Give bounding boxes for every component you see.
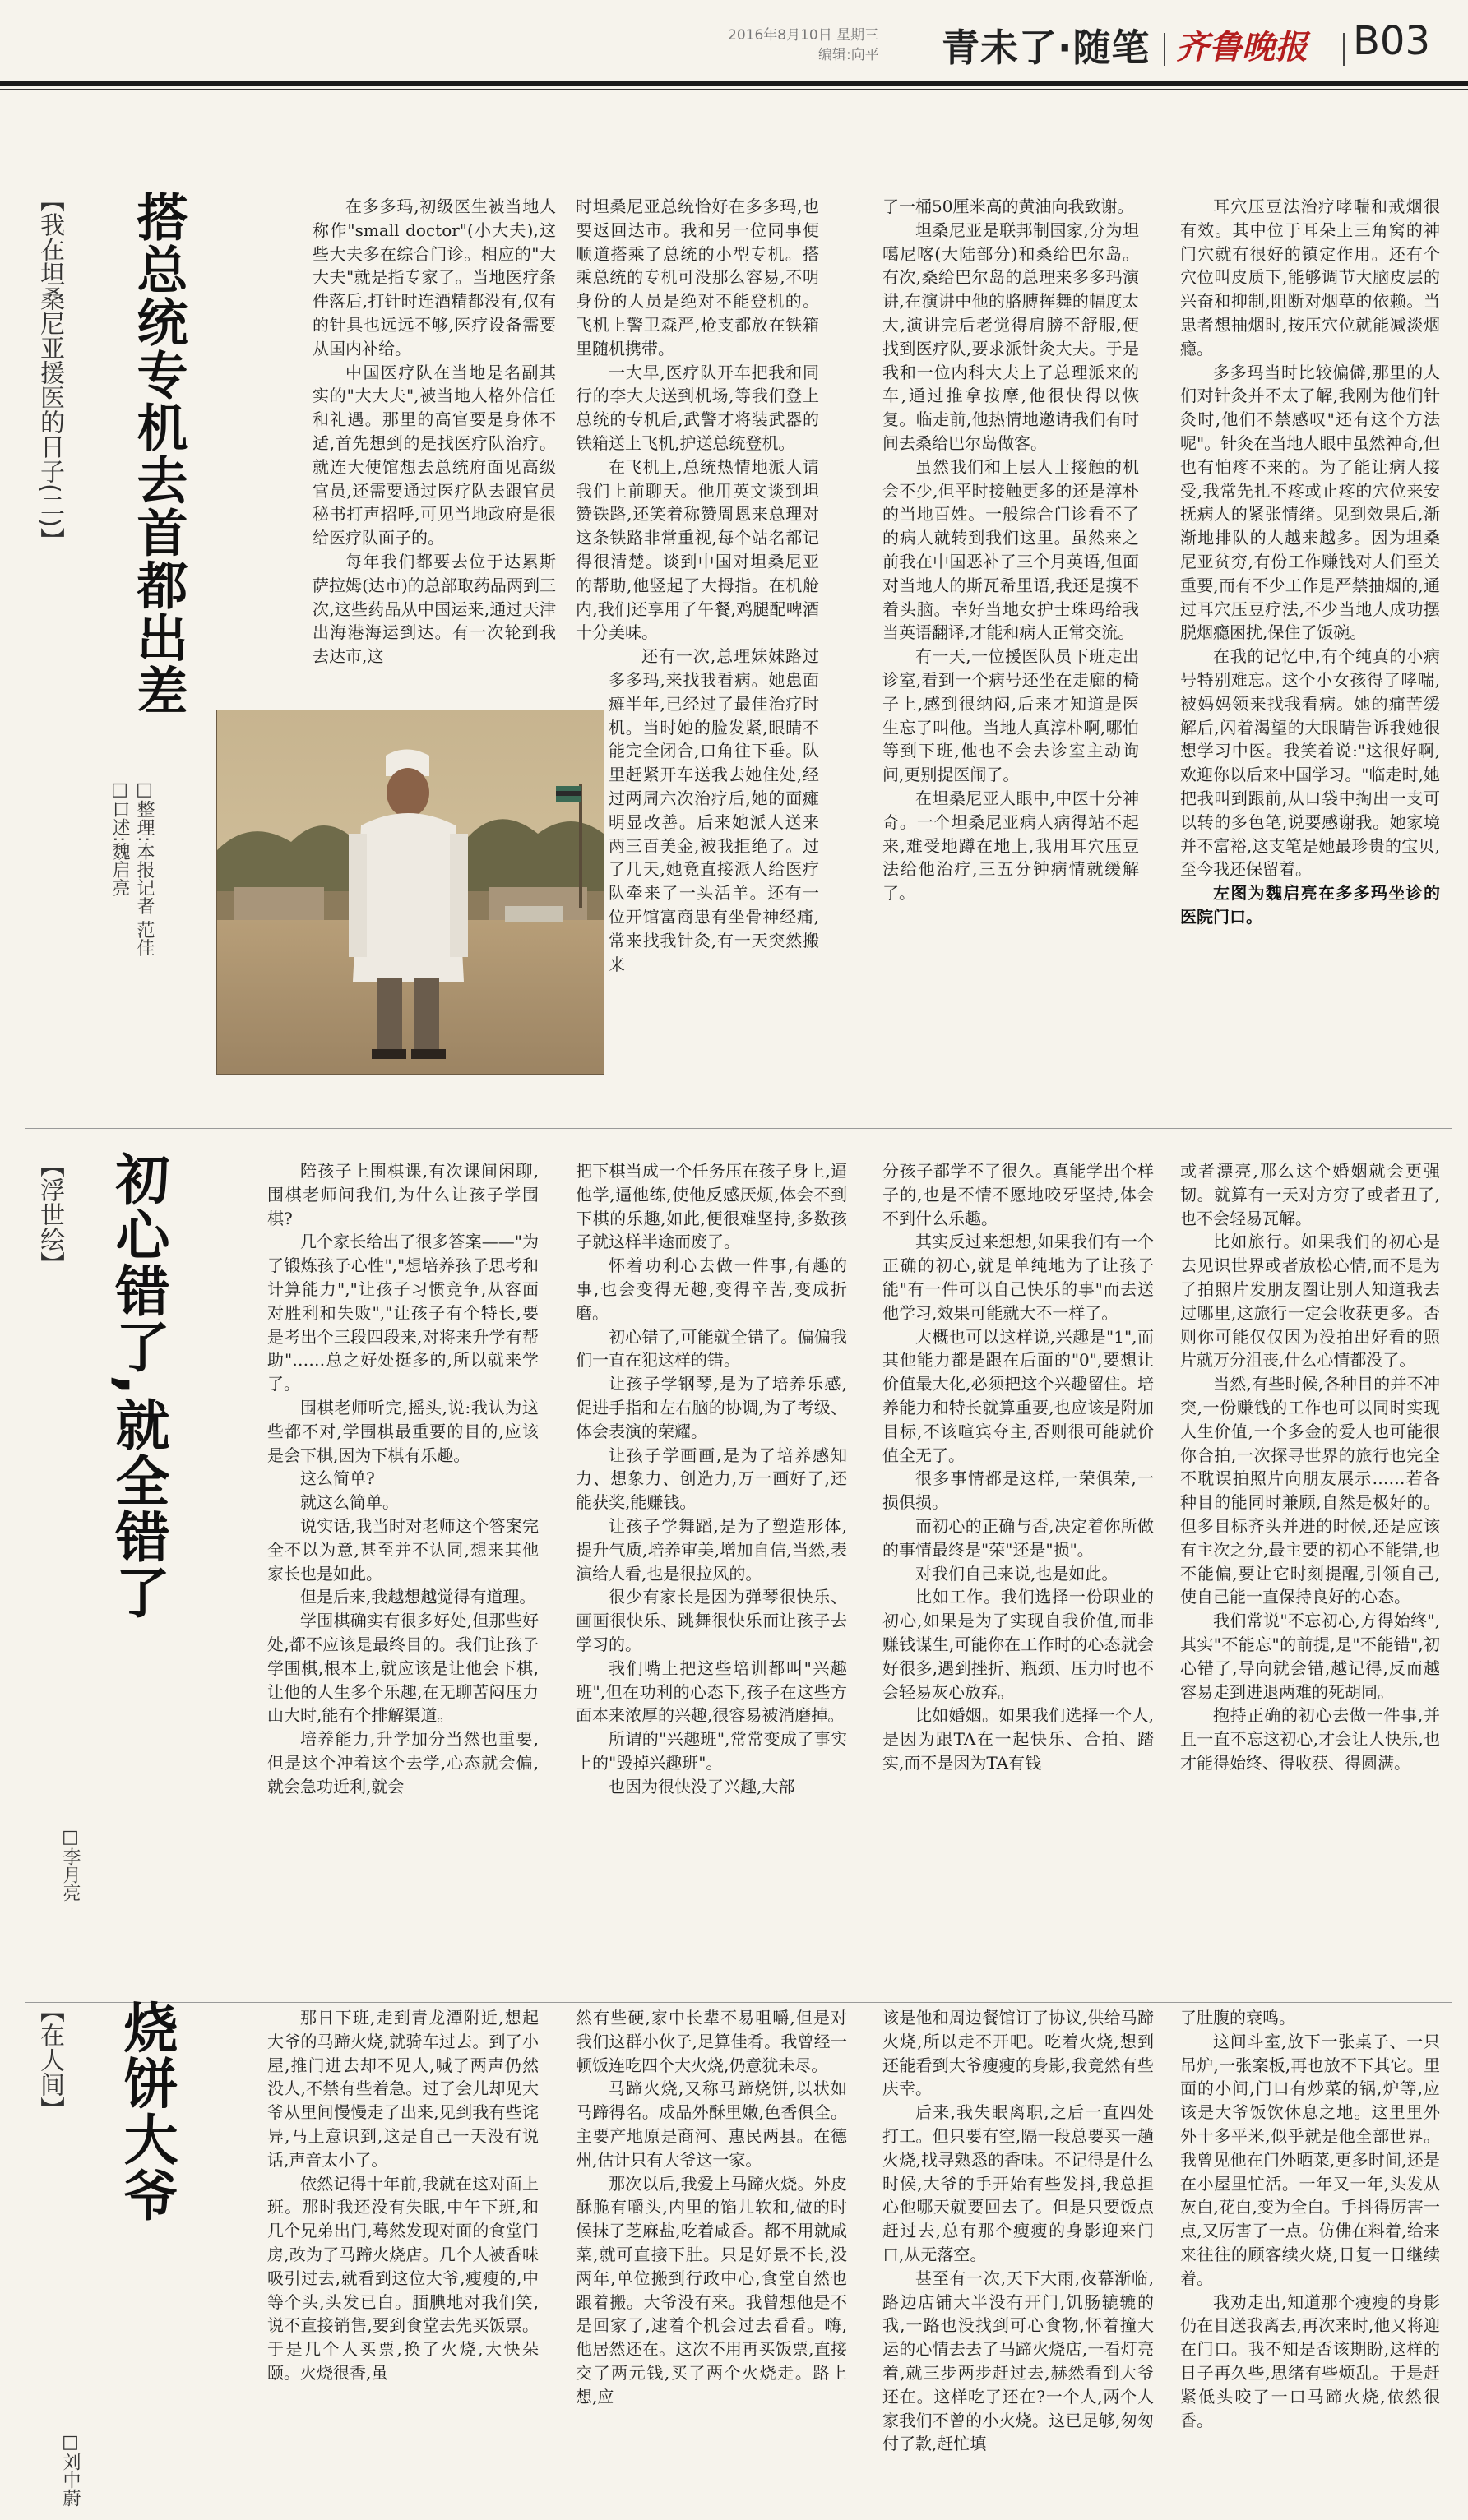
paragraph: 对我们自己来说,也是如此。 <box>915 1563 1118 1584</box>
article-3-column-4 <box>1180 2006 1440 2499</box>
article-1-column-3 <box>882 195 1139 1089</box>
paragraph: 我们常说"不忘初心,方得始终",其实"不能忘"的前提,是"不能错",初心错了,导向就会错,越记得,反而越容易走到进退两难的死胡同。 <box>1180 1611 1440 1702</box>
article-1-title: 搭总统专机去首都出差 <box>128 191 188 717</box>
paragraph: 了肚腹的衰鸣。 <box>1180 2008 1295 2028</box>
paragraph: 陪孩子上围棋课,有次课间闲聊,围棋老师问我们,为什么让孩子学围棋? <box>267 1161 539 1228</box>
article-3-column-3 <box>882 2006 1154 2499</box>
section-divider <box>25 2002 1452 2003</box>
paragraph: 比如工作。我们选择一份职业的初心,如果是为了实现自我价值,而非赚钱谋生,可能你在工作时的心态就会好很多,遇到挫折、瓶颈、压力时也不会轻易灰心放弃。 <box>882 1587 1154 1702</box>
paragraph: 这间斗室,放下一张桌子、一只吊炉,一张案板,再也放不下其它。里面的小间,门口有炒菜的锅,炉等,应该是大爷饭饮休息之地。这里里外外十多平米,似乎就是他全部世界。我曾见他在门外晒菜,更多时间,还是在小屋里忙活。一年又一年,头发从灰白,花白,变为全白。手抖得厉害一点,又厉害了一点。仿佛在料着,给来来往往的顾客续火烧,日复一日继续着。 <box>1180 2031 1440 2288</box>
article-3-byline: □刘中蔚 <box>60 2432 81 2507</box>
paragraph: 也因为很快没了兴趣,大部 <box>609 1776 795 1796</box>
paragraph: 还有一次,总理妹妹路过多多玛,来找我看病。她患面瘫半年,已经过了最佳治疗时机。当时她的脸发紧,眼睛不能完全闭合,口角往下垂。队里赶紧开车送我去她住处,经过两周六次治疗后,她的面瘫明显改善。后来她派人送来两三百美金,被我拒绝了。过了几天,她竟直接派人给医疗队牵来了一头活羊。还有一位开馆富商患有坐骨神经痛,常来找我针灸,有一天突然搬来 <box>609 646 819 974</box>
paragraph: 一大早,医疗队开车把我和同行的李大夫送到机场,等我们登上总统的专机后,武警才将装武器的铁箱送上飞机,护送总统登机。 <box>576 362 819 453</box>
article-3-column-2 <box>576 2006 847 2499</box>
paragraph: 抱持正确的初心去做一件事,并且一直不忘这初心,才会让人快乐,也才能得始终、得收获、得圆满。 <box>1180 1705 1440 1773</box>
issue-date: 2016年8月10日 星期三 <box>728 27 879 44</box>
paragraph: 在飞机上,总统热情地派人请我们上前聊天。他用英文谈到坦赞铁路,还笑着称赞周恩来总理对这条铁路非常重视,每个站名都记得很清楚。谈到中国对坦桑尼亚的帮助,他竖起了大拇指。在机舱内,我们还享用了午餐,鸡腿配啤酒十分美味。 <box>576 456 819 643</box>
paragraph: 了一桶50厘米高的黄油向我致谢。 <box>882 197 1134 216</box>
section-title: 青未了·随笔 <box>942 25 1151 70</box>
paragraph: 怀着功利心去做一件事,有趣的事,也会变得无趣,变得辛苦,变成折磨。 <box>576 1255 847 1323</box>
paragraph: 时坦桑尼亚总统恰好在多多玛,也要返回达市。我和另一位同事便顺道搭乘了总统的小型专机。搭乘总统的专机可没那么容易,不明身份的人员是绝对不能登机的。飞机上警卫森严,枪支都放在铁箱里随机携带。 <box>576 197 819 358</box>
paragraph: 或者漂亮,那么这个婚姻就会更强韧。就算有一天对方穷了或者丑了,也不会轻易瓦解。 <box>1180 1161 1440 1228</box>
article-3-column-1 <box>267 2006 539 2499</box>
article-1-column-4 <box>1180 195 1440 1089</box>
article-2-column-4 <box>1180 1159 1440 1986</box>
paragraph: 中国医疗队在当地是名副其实的"大大夫",被当地人格外信任和礼遇。那里的高官要是身体不适,首先想到的是找医疗队治疗。就连大使馆想去总统府面见高级官员,还需要通过医疗队去跟官员秘书打声招呼,可见当地政府是很给医疗队面子的。 <box>313 362 556 548</box>
paragraph: 在多多玛,初级医生被当地人称作"small doctor"(小大夫),这些大夫多在综合门诊。相应的"大大夫"就是指专家了。当地医疗条件落后,打针时连酒精都没有,仅有的针具也远远不够,医疗设备需要从国内补给。 <box>313 197 556 358</box>
paragraph: 但是后来,我越想越觉得有道理。 <box>300 1587 536 1607</box>
article-2-column-3 <box>882 1159 1154 1986</box>
paragraph: 大概也可以这样说,兴趣是"1",而其他能力都是跟在后面的"0",要想让价值最大化,必须把这个兴趣留住。培养能力和特长就算重要,也应该是附加目标,不该喧宾夺主,否则很可能就价值全无了。 <box>882 1326 1154 1465</box>
paragraph: 就这么简单。 <box>300 1492 399 1513</box>
paragraph: 每年我们都要去位于达累斯萨拉姆(达市)的总部取药品两到三次,这些药品从中国运来,通过天津出海港海运到达。有一次轮到我去达市,这 <box>313 551 556 667</box>
paragraph: 说实话,我当时对老师这个答案完全不以为意,甚至并不认同,想来其他家长也是如此。 <box>267 1515 539 1584</box>
paragraph: 有一天,一位援医队员下班走出诊室,看到一个病号还坐在走廊的椅子上,感到很纳闷,后来才知道是医生忘了叫他。当地人真淳朴啊,哪怕等到下班,他也不会去诊室主动询问,更别提医闹了。 <box>882 646 1139 785</box>
paragraph: 多多玛当时比较偏僻,那里的人们对针灸并不太了解,我刚为他们针灸时,他们不禁感叹"还有这个方法呢"。针灸在当地人眼中虽然神奇,但也有怕疼不来的。为了能让病人接受,我常先扎不疼或止疼的穴位来安抚病人的紧张情绪。见到效果后,渐渐地排队的人越来越多。因为坦桑尼亚贫穷,有份工作赚钱对人们至关重要,而有不少工作是严禁抽烟的,通过耳穴压豆疗法,不少当地人成功摆脱烟瘾困扰,保住了饭碗。 <box>1180 362 1440 643</box>
paragraph: 耳穴压豆法治疗哮喘和戒烟很有效。其中位于耳朵上三角窝的神门穴就有很好的镇定作用。还有个穴位叫皮质下,能够调节大脑皮层的兴奋和抑制,阻断对烟草的依赖。当患者想抽烟时,按压穴位就能减淡烟瘾。 <box>1180 197 1440 358</box>
article-2-column-tag: 【浮世绘】 <box>35 1153 64 1276</box>
article-3-title: 烧饼大爷 <box>114 2000 178 2223</box>
paragraph: 几个家长给出了很多答案——"为了锻炼孩子心性","想培养孩子思考和计算能力","让孩子习惯竞争,从容面对胜利和失败","让孩子有个特长,要是考出个三段四段来,对将来升学有帮助"……总之好处挺多的,所以就来学了。 <box>267 1232 539 1394</box>
page-number: B03 <box>1353 18 1431 64</box>
doctor-at-hospital-gate-photo <box>216 710 604 1075</box>
paragraph: 培养能力,升学加分当然也重要,但是这个冲着这个去学,心态就会偏,就会急功近利,就会 <box>267 1729 539 1796</box>
paragraph: 比如旅行。如果我们的初心是去见识世界或者放松心情,而不是为了拍照片发朋友圈让别人知道我去过哪里,这旅行一定会收获更多。否则你可能仅仅因为没拍出好看的照片就万分沮丧,什么心情都没了。 <box>1180 1232 1440 1371</box>
article-1-column-1 <box>313 195 556 696</box>
photo-caption: 左图为魏启亮在多多玛坐诊的医院门口。 <box>1180 883 1440 927</box>
newspaper-logo: 齐鲁晚报 <box>1176 28 1308 67</box>
paragraph: 我们嘴上把这些培训都叫"兴趣班",但在功利的心态下,孩子在这些方面本来浓厚的兴趣,很容易被消磨掉。 <box>576 1658 847 1726</box>
paragraph: 而初心的正确与否,决定着你所做的事情最终是"荣"还是"损"。 <box>882 1515 1154 1560</box>
paragraph: 那日下班,走到青龙潭附近,想起大爷的马蹄火烧,就骑车过去。到了小屋,推门进去却不见人,喊了两声仍然没人,不禁有些着急。过了会儿却见大爷从里间慢慢走了出来,见到我有些诧异,马上意识到,这是自己一天没有说话,声音太小了。 <box>267 2008 539 2170</box>
paragraph: 让孩子学画画,是为了培养感知力、想象力、创造力,万一画好了,还能获奖,能赚钱。 <box>576 1445 847 1513</box>
paragraph: 甚至有一次,天下大雨,夜幕渐临,路边店铺大半没有开门,饥肠辘辘的我,一路也没找到可心食物,怀着撞大运的心情去去了马蹄火烧店,一看灯亮着,就三步两步赶过去,赫然看到大爷还在。这样吃了还在?一个人,两个人家我们不曾的小火烧。这已足够,匆匆付了款,赶忙填 <box>882 2268 1154 2454</box>
masthead-rule <box>0 81 1468 86</box>
article-3-column-tag: 【在人间】 <box>35 1998 64 2121</box>
paragraph: 其实反过来想想,如果我们有一个正确的初心,就是单纯地为了让孩子能"有一件可以自己快乐的事"而去送他学习,效果可能就大不一样了。 <box>882 1232 1154 1323</box>
article-2-column-1 <box>267 1159 539 1986</box>
paragraph: 马蹄火烧,又称马蹄烧饼,以状如马蹄得名。成品外酥里嫩,色香俱全。主要产地原是商河、惠民两县。在德州,估计只有大爷这一家。 <box>576 2078 847 2170</box>
paragraph: 学围棋确实有很多好处,但那些好处,都不应该是最终目的。我们让孩子学围棋,根本上,就应该是让他会下棋,让他的人生多个乐趣,在无聊苦闷压力山大时,能有个排解渠道。 <box>267 1611 539 1726</box>
paragraph: 该是他和周边餐馆订了协议,供给马蹄火烧,所以走不开吧。吃着火烧,想到还能看到大爷瘦瘦的身影,我竟然有些庆幸。 <box>882 2008 1154 2099</box>
paragraph: 让孩子学钢琴,是为了培养乐感,促进手指和左右脑的协调,为了考级、体会表演的荣耀。 <box>576 1374 847 1441</box>
masthead-divider <box>1343 33 1345 66</box>
paragraph: 然有些硬,家中长辈不易咀嚼,但是对我们这群小伙子,足算佳肴。我曾经一顿饭连吃四个大火烧,仍意犹未尽。 <box>576 2008 847 2075</box>
paragraph: 我劝走出,知道那个瘦瘦的身影仍在目送我离去,再次来时,他又将迎在门口。我不知是否该期盼,这样的日子再久些,思绪有些烦乱。于是赶紧低头咬了一口马蹄火烧,依然很香。 <box>1180 2291 1440 2430</box>
paragraph: 后来,我失眠离职,之后一直四处打工。但只要有空,隔一段总要买一趟火烧,找寻熟悉的香味。不记得是什么时候,大爷的手开始有些发抖,我总担心他哪天就要回去了。但是只要饭点赶过去,总有那个瘦瘦的身影迎来门口,从无落空。 <box>882 2102 1154 2264</box>
paragraph: 把下棋当成一个任务压在孩子身上,逼他学,逼他练,使他反感厌烦,体会不到下棋的乐趣,如此,便很难坚持,多数孩子就这样半途而废了。 <box>576 1161 847 1252</box>
paragraph: 当然,有些时候,各种目的并不冲突,一份赚钱的工作也可以同时实现人生价值,一个多金的爱人也可能很你合拍,一次探寻世界的旅行也完全不耽误拍照片向朋友展示……若各种目的能同时兼顾,自然是极好的。但多目标齐头并进的时候,还是应该有主次之分,最主要的初心不能错,也不能偏,要让它时刻提醒,引领自己,使自己能一直保持良好的心态。 <box>1180 1374 1440 1607</box>
paragraph: 所谓的"兴趣班",常常变成了事实上的"毁掉兴趣班"。 <box>576 1729 847 1773</box>
masthead-divider <box>1164 33 1165 66</box>
paragraph: 很多事情都是这样,一荣俱荣,一损俱损。 <box>882 1468 1154 1513</box>
masthead-rule-thin <box>0 89 1468 90</box>
article-2-column-2 <box>576 1159 847 1986</box>
paragraph: 那次以后,我爱上马蹄火烧。外皮酥脆有嚼头,内里的馅儿软和,做的时候抹了芝麻盐,吃着咸香。都不用就咸菜,就可直接下肚。只是好景不长,没两年,单位搬到行政中心,食堂自然也跟着搬。大爷没有来。我曾想他是不是回家了,逮着个机会过去看看。嗨,他居然还在。这次不用再买饭票,直接交了两元钱,买了两个火烧走。路上想,应 <box>576 2173 847 2407</box>
article-1-column-2 <box>576 195 819 1089</box>
paragraph: 在我的记忆中,有个纯真的小病号特别难忘。这个小女孩得了哮喘,被妈妈领来找我看病。她的痛苦缓解后,闪着渴望的大眼睛告诉我她很想学习中医。我笑着说:"这很好啊,欢迎你以后来中国学习。"临走时,她把我叫到跟前,从口袋中掏出一支可以转的多色笔,说要感谢我。她家境并不富裕,这支笔是她最珍贵的宝贝,至今我还保留着。 <box>1180 646 1440 880</box>
paragraph: 初心错了,可能就全错了。偏偏我们一直在犯这样的错。 <box>576 1326 847 1371</box>
paragraph: 依然记得十年前,我就在这对面上班。那时我还没有失眠,中午下班,和几个兄弟出门,蓦然发现对面的食堂门房,改为了马蹄火烧店。几个人被香味吸引过去,就看到这位大爷,瘦瘦的,中等个头,头发已白。腼腆地对我们笑,说不直接销售,要到食堂去先买饭票。于是几个人买票,换了火烧,大快朵颐。火烧很香,虽 <box>267 2173 539 2383</box>
article-1-byline-narrator: □口述:魏启亮 <box>109 779 130 897</box>
paragraph: 坦桑尼亚是联邦制国家,分为坦噶尼喀(大陆部分)和桑给巴尔岛。有次,桑给巴尔岛的总理来多多玛演讲,在演讲中他的胳膊挥舞的幅度太大,演讲完后老觉得肩膀不舒服,便找到医疗队,要求派针灸大夫。于是我和一位内科大夫上了总理派来的车,通过推拿按摩,他很快得以恢复。临走前,他热情地邀请我们有时间去桑给巴尔岛做客。 <box>882 220 1139 453</box>
article-2-title: 初心错了,就全错了 <box>106 1151 169 1621</box>
paragraph: 围棋老师听完,摇头,说:我认为这些都不对,学围棋最重要的目的,应该是会下棋,因为下棋有乐趣。 <box>267 1397 539 1465</box>
paragraph: 很少有家长是因为弹琴很快乐、画画很快乐、跳舞很快乐而让孩子去学习的。 <box>576 1587 847 1654</box>
article-2-byline: □李月亮 <box>60 1827 81 1902</box>
paragraph: 分孩子都学不了很久。真能学出个样子的,也是不情不愿地咬牙坚持,体会不到什么乐趣。 <box>882 1161 1154 1228</box>
paragraph: 虽然我们和上层人士接触的机会不少,但平时接触更多的还是淳朴的当地百姓。一般综合门诊看不了的病人就转到我们这里。虽然来之前我在中国恶补了三个月英语,但面对当地人的斯瓦希里语,我还是摸不着头脑。幸好当地女护士珠玛给我当英语翻译,才能和病人正常交流。 <box>882 456 1139 643</box>
article-1-byline-editor: □整理:本报记者 范佳 <box>134 779 155 957</box>
editor-credit: 编辑:向平 <box>818 47 879 63</box>
paragraph: 让孩子学舞蹈,是为了塑造形体,提升气质,培养审美,增加自信,当然,表演给人看,也是很拉风的。 <box>576 1515 847 1584</box>
article-1-column-tag: 【我在坦桑尼亚援医的日子(二)】 <box>35 187 64 553</box>
paragraph: 比如婚姻。如果我们选择一个人,是因为跟TA在一起快乐、合拍、踏实,而不是因为TA有钱 <box>882 1705 1154 1773</box>
paragraph: 这么简单? <box>300 1468 375 1489</box>
section-divider <box>25 1128 1452 1129</box>
paragraph: 在坦桑尼亚人眼中,中医十分神奇。一个坦桑尼亚病人病得站不起来,难受地蹲在地上,我用耳穴压豆法给他治疗,三五分钟病情就缓解了。 <box>882 788 1139 904</box>
